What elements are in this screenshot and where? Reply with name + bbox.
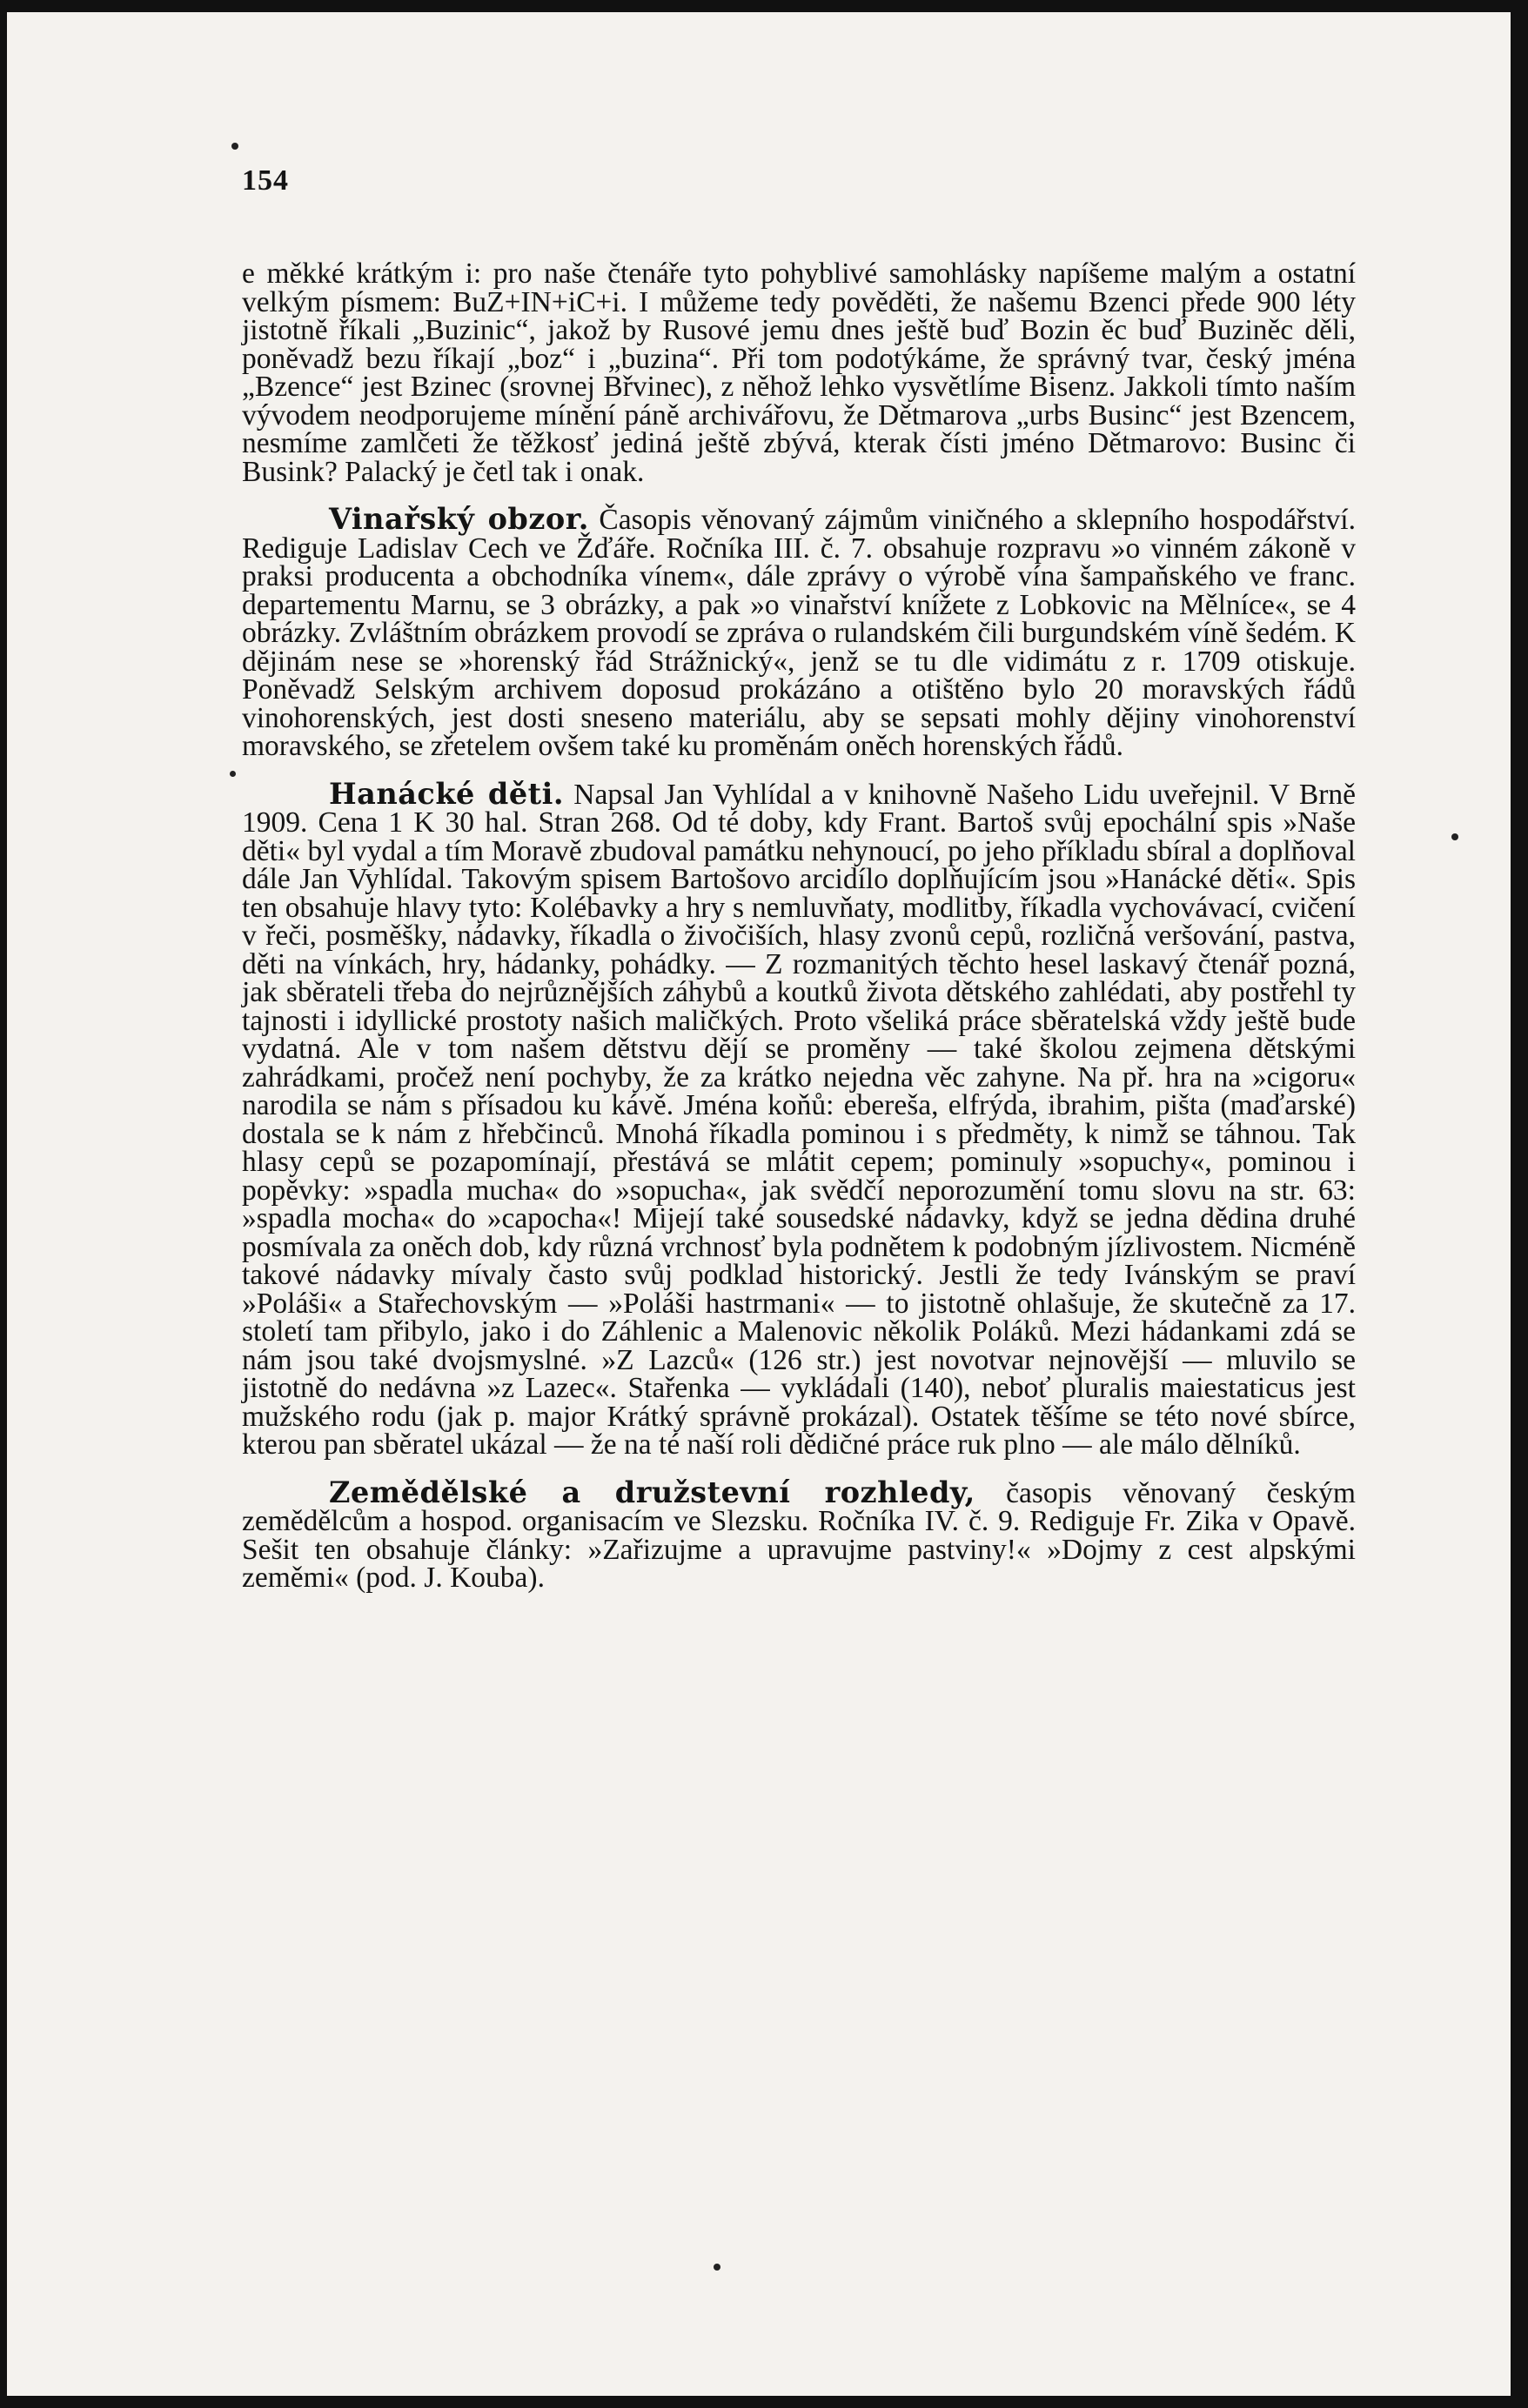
heading-vinarsky-obzor: Vinařský obzor. [329, 502, 589, 536]
heading-zemedelske-rozhledy: Zemědělské a družstevní rozhledy, [329, 1475, 975, 1509]
paragraph-intro: e měkké krátkým i: pro naše čtenáře tyto pohyblivé samohlásky napíšeme malým a ostatní velkým písmem: BuZ+IN+iC+i. I můžeme tedy pověděti, že našemu Bzenci přede 900 léty jistotně říkali „Buzinic“, jakož by Rusové jemu dnes ještě buď Bozin ěc buď Buziněc děli, poněvadž bezu říkají „boz“ i „buzina“. Při tom podotýkáme, že správný tvar, český jména „Bzence“ jest Bzinec (srovnej Břvinec), z něhož lehko vysvětlíme Bisenz. Jakkoli tímto naším vývodem neodporujeme mínění páně archivářovu, že Dětmarova „urbs Businc“ jest Bzencem, nesmíme zamlčeti že těžkosť jediná ještě zbývá, kterak čísti jméno Dětmarovo: Businc či Busink? Palacký je četl tak i onak. [242, 258, 1356, 488]
ink-speck [1451, 833, 1458, 840]
paragraph-zemedelske-rozhledy [242, 1475, 1356, 1594]
paragraph-hanacke-deti [242, 776, 1357, 1461]
body-hanacke-deti: Napsal Jan Vyhlídal a v knihovně Našeho Lidu uveřejnil. V Brně 1909. Cena 1 K 30 hal. Stran 268. Od té doby, kdy Frant. Bartoš svůj epochální spis »Naše děti« byl vydal a tím Moravě zbudoval památku nehynoucí, po jeho příkladu sbíral a doplňoval dále Jan Vyhlídal. Takovým spisem Bartošovo arcidílo doplňujícím jsou »Hanácké děti«. Spis ten obsahuje hlavy tyto: Kolébavky a hry s nemluvňaty, modlitby, říkadla vychovávací, cvičení v řeči, posměšky, nádavky, říkadla o živočiších, hlasy zvonů cepů, rozličná veršování, pastva, děti na vínkách, hry, hádanky, pohádky. — Z rozmanitých těchto hesel laskavý čtenář pozná, jak sběrateli třeba do nejrůznějších záhybů a koutků života dětského zahlédati, aby postřehl ty tajnosti i idyllické prostoty našich maličkých. Proto všeliká práce sběratelská vždy ještě bude vydatná. Ale v tom našem dětstvu dějí se proměny — také školou zejmena dětskými zahrádkami, pročež není pochyby, že za krátko nejedna věc zahyne. Na př. hra na »cigoru« narodila se nám s přísadou ku kávě. Jména koňů: ebereša, elfrýda, ibrahim, pišta (maďarské) dostala se k nám z hřebčinců. Mnohá říkadla pominou i s předměty, k nimž se táhnou. Tak hlasy cepů se pozapomínají, přestává se mlátit cepem; pominuly »sopuchy«, pominou i popěvky: »spadla mucha« do »sopucha«, jak svědčí neporozumění tomu slovu na str. 63: »spadla mocha« do »capocha«! Mijejí také sousedské nádavky, když se jedna dědina druhé posmívala za oněch dob, kdy různá vrchnosť byla podnětem k podobným jízlivostem. Nicméně takové nádavky mívaly často svůj podklad historický. Jestli že tedy Ivánským se praví »Poláši« a Stařechovským — »Poláši hastrmani« — to jistotně ohlašuje, že skutečně za 17. století tam přibylo, jako i do Záhlenic a Malenovic několik Poláků. Mezi hádankami zdá se nám jsou také dvojsmyslné. »Z Lazců« (126 str.) jest novotvar nejnovější — mluvilo se jistotně do nedávna »z Lazec«. Stařenka — vykládali (140), neboť pluralis maiestaticus jest mužského rodu (jak p. major Krátký správně prokázal). Ostatek těšíme se této nové sbírce, kterou pan sběratel ukázal — že na té naší roli dědičné práce ruk plno — ale málo dělníků. [242, 778, 1357, 1461]
body-vinarsky-obzor: Časopis věnovaný zájmům viničného a sklepního hospodářství. Rediguje Ladislav Cech ve Žďáře. Ročníka III. č. 7. obsahuje rozpravu »o vinném zákoně v praksi producenta a obchodníka vínem«, dále zprávy o výrobě vína šampaňského ve franc. departementu Marnu, se 3 obrázky, a pak »o vinařství knížete z Lobkovic na Mělníce«, se 4 obrázky. Zvláštním obrázkem provodí se zpráva o rulandském čili burgundském víně šedém. K dějinám nese se »horenský řád Strážnický«, jenž se tu dle vidimátu z r. 1709 otiskuje. Poněvadž Selským archivem doposud prokázáno a otištěno bylo 20 moravských řádů vinohorenských, jest dosti sneseno materiálu, aby se sepsati mohly dějiny vinohorenství moravského, se zřetelem ovšem také ku proměnám oněch horenských řádů. [242, 504, 1356, 762]
ink-speck [231, 143, 238, 150]
paragraph-vinarsky-obzor [242, 502, 1356, 762]
page-number: 154 [242, 164, 289, 197]
ink-speck [714, 2264, 720, 2271]
body-zemedelske-rozhledy: časopis věnovaný českým zemědělcům a hospod. organisacím ve Slezsku. Ročníka IV. č. 9. Rediguje Fr. Zika v Opavě. Sešit ten obsahuje články: »Zařizujme a upravujme pastviny!« »Dojmy z cest alpskými zeměmi« (pod. J. Kouba). [242, 1476, 1356, 1594]
heading-hanacke-deti: Hanácké děti. [329, 776, 564, 811]
article-text [242, 260, 1356, 1593]
ink-speck [230, 771, 236, 777]
